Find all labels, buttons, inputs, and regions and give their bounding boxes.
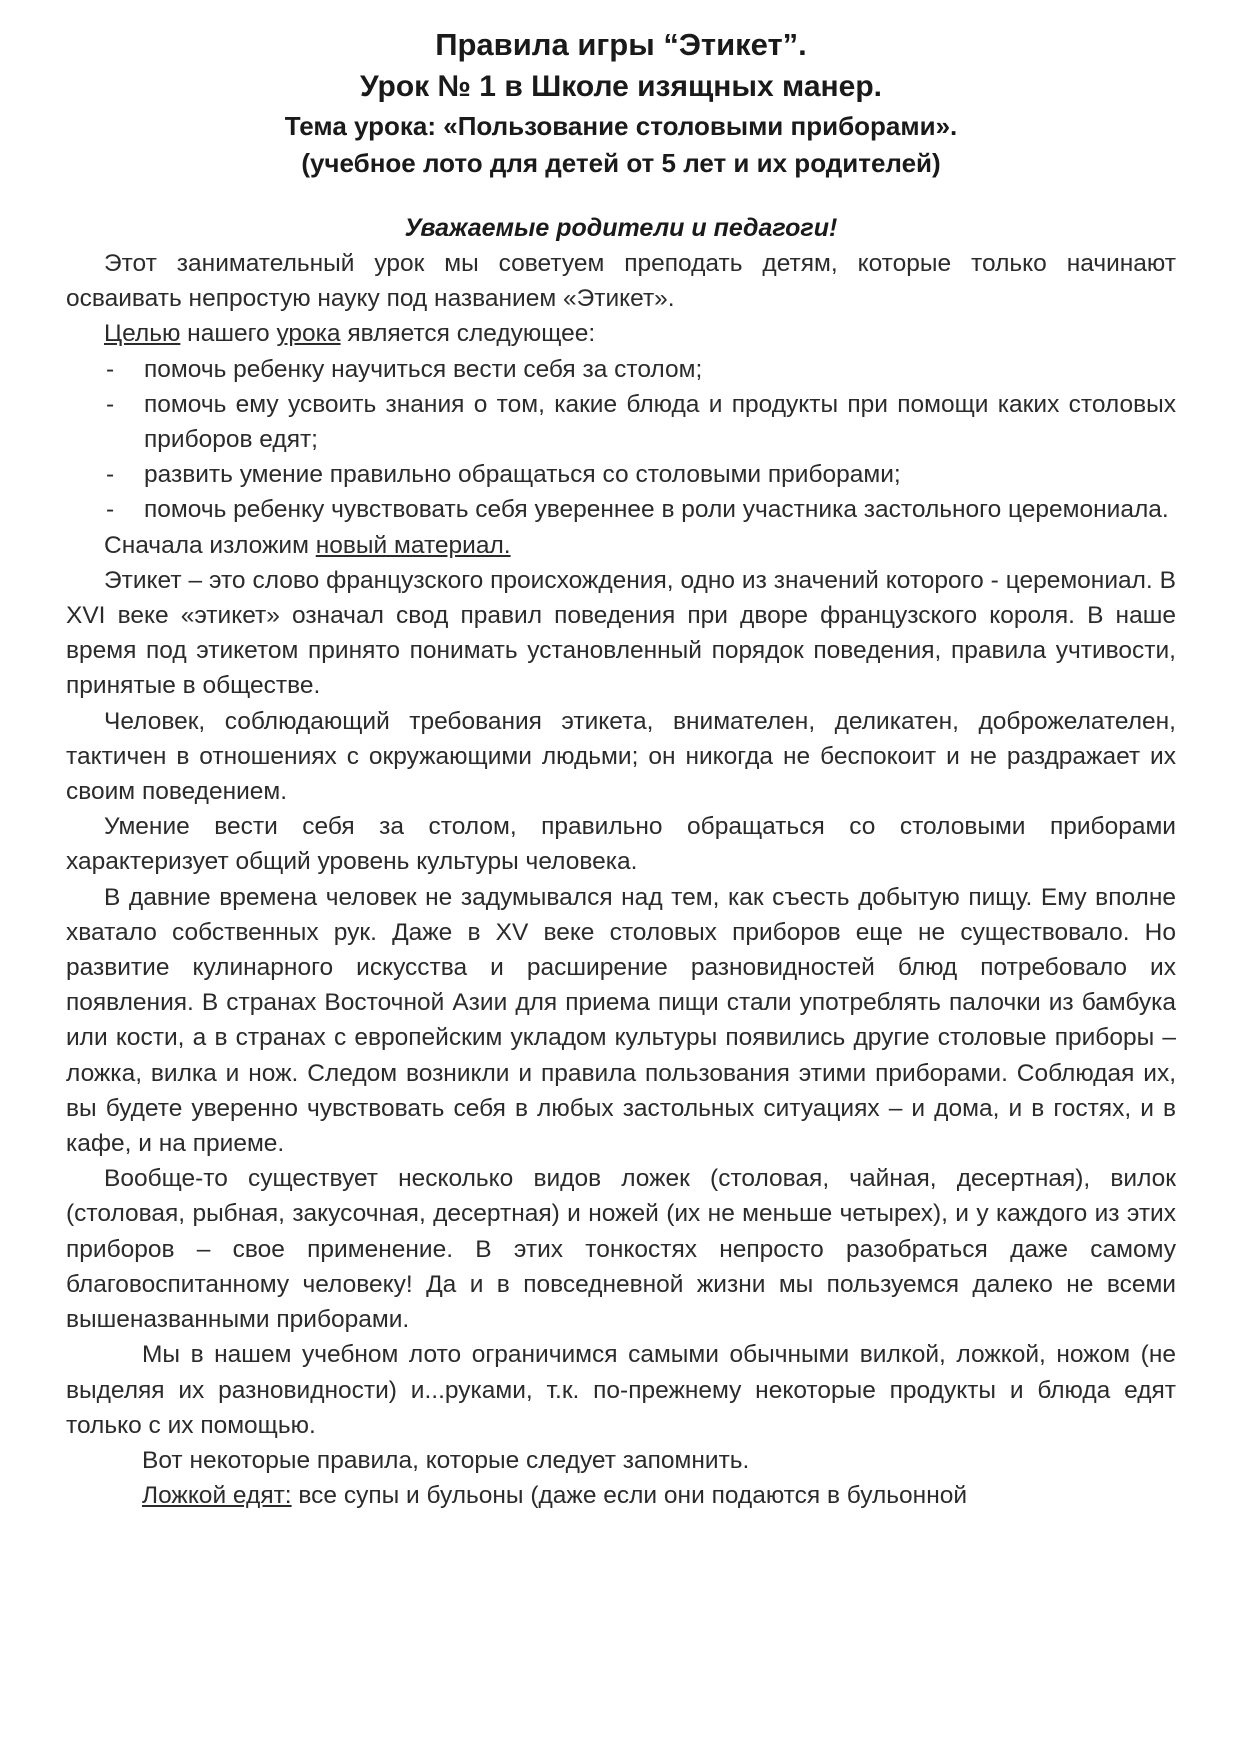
goals-heading-rest: является следующее: — [340, 320, 596, 348]
goal-item-text: помочь ему усвоить знания о том, какие блюда и продукты при помощи каких столовых приборов едят; — [144, 390, 1176, 454]
dash-marker: - — [106, 461, 115, 489]
goals-heading — [66, 316, 1176, 351]
lesson-word: урока — [276, 320, 341, 348]
salutation: Уважаемые родители и педагоги! — [404, 214, 838, 242]
goal-word: Целью — [104, 320, 181, 348]
new-material-line — [66, 528, 1176, 563]
paragraph-skill: Умение вести себя за столом, правильно обращаться со столовыми приборами характеризует общий уровень культуры человека. — [66, 813, 1176, 876]
new-material-underlined: новый материал. — [315, 531, 511, 559]
dash-marker: - — [106, 355, 115, 383]
title-line-2: Урок № 1 в Школе изящных манер. — [360, 70, 882, 103]
spoon-rule — [66, 1478, 1176, 1513]
paragraph-person: Человек, соблюдающий требования этикета, внимателен, деликатен, доброжелателен, тактичен в отношениях с окружающими людьми; он никогда не беспокоит и не раздражает их своим поведением. — [66, 707, 1176, 806]
spoon-label: Ложкой едят: — [142, 1482, 292, 1510]
paragraph-lotto: Мы в нашем учебном лото ограничимся самыми обычными вилкой, ложкой, ножом (не выделяя их разновидности) и...руками, т.к. по-прежнему некоторые продукты и блюда едят только с их помощью. — [66, 1341, 1176, 1439]
list-item — [66, 352, 1176, 387]
paragraph-history: В давние времена человек не задумывался над тем, как съесть добытую пищу. Ему вполне хватало собственных рук. Даже в XV веке столовых приборов еще не существовало. Но развитие кулинарного искусства и расширение разновидностей блюд потребовало их появления. В странах Восточной Азии для приема пищи стали употреблять палочки из бамбука или кости, а в странах с европейским укладом культуры появились другие столовые приборы – ложка, вилка и нож. Следом возникли и правила пользования этими приборами. Соблюдая их, вы будете уверенно чувствовать себя в любых застольных ситуациях – и дома, и в гостях, и в кафе, и на приеме. — [66, 883, 1176, 1158]
title-block — [66, 24, 1176, 182]
paragraph-etiquette: Этикет – это слово французского происхождения, одно из значений которого - церемониал. В XVI веке «этикет» означал свод правил поведения при дворе французского короля. В наше время под этикетом принято понимать установленный порядок поведения, правила учтивости, принятые в обществе. — [66, 566, 1176, 700]
title-line-3: Тема урока: «Пользование столовыми приборами». — [284, 111, 958, 141]
goals-list — [66, 352, 1176, 528]
new-material-prefix: Сначала изложим — [104, 531, 316, 559]
list-item — [66, 492, 1176, 527]
rules-intro: Вот некоторые правила, которые следует запомнить. — [142, 1446, 750, 1474]
spoon-text: все супы и бульоны (даже если они подаются в бульонной — [291, 1482, 968, 1510]
intro-paragraph: Этот занимательный урок мы советуем преподать детям, которые только начинают осваивать непростую науку под названием «Этикет». — [66, 250, 1176, 313]
goal-item-text: развить умение правильно обращаться со столовыми приборами; — [144, 461, 901, 489]
list-item — [66, 457, 1176, 492]
dash-marker: - — [106, 390, 115, 418]
paragraph-cutlery-types: Вообще-то существует несколько видов ложек (столовая, чайная, десертная), вилок (столовая, рыбная, закусочная, десертная) и ножей (их не меньше четырех), и у каждого из этих приборов – свое применение. В этих тонкостях непросто разобраться даже самому благовоспитанному человеку! Да и в повседневной жизни мы пользуемся далеко не всеми вышеназванными приборами. — [66, 1165, 1176, 1334]
list-item — [66, 387, 1176, 457]
title-line-1: Правила игры “Этикет”. — [435, 27, 807, 62]
goal-item-text: помочь ребенку научиться вести себя за столом; — [144, 355, 703, 383]
our-word: нашего — [180, 320, 277, 348]
title-line-4: (учебное лото для детей от 5 лет и их родителей) — [301, 148, 941, 178]
dash-marker: - — [106, 496, 115, 524]
goal-item-text: помочь ребенку чувствовать себя увереннее в роли участника застольного церемониала. — [144, 496, 1169, 524]
